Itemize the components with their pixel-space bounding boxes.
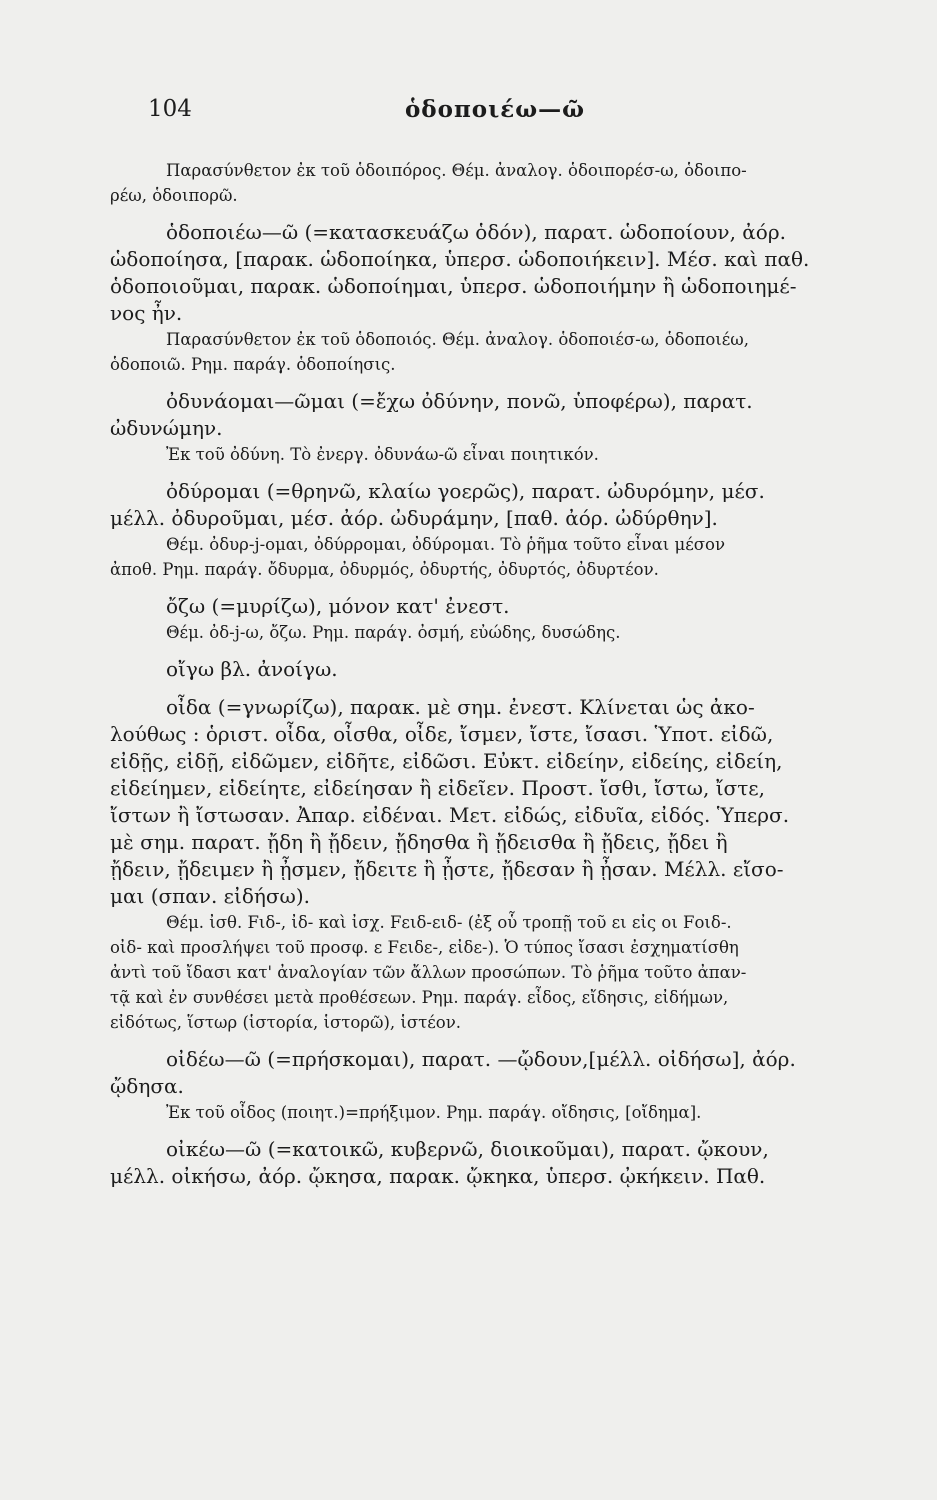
text-line: μαι (σπαν. εἰδήσω).: [110, 884, 311, 908]
text-line: τᾷ καὶ ἐν συνθέσει μετὰ προθέσεων. Ρημ. παράγ. εἶδος, εἴδησις, εἰδήμων,: [110, 988, 729, 1007]
text-line: μὲ σημ. παρατ. ᾔδη ἢ ᾔδειν, ᾔδησθα ἢ ᾔδεισθα ἢ ᾔδεις, ᾔδει ἢ: [110, 830, 728, 854]
entry-spacer: [110, 683, 880, 694]
entry-definition: [110, 656, 880, 683]
text-line: εἰδῇς, εἰδῇ, εἰδῶμεν, εἰδῆτε, εἰδῶσι. Εὐκτ. εἰδείην, εἰδείης, εἰδείη,: [110, 749, 783, 773]
dictionary-entry: [110, 1046, 880, 1136]
text-line: ρέω, ὁδοιπορῶ.: [110, 186, 238, 205]
dictionary-entry: [110, 478, 880, 593]
entry-definition: [110, 694, 880, 910]
text-line: ὀδύρομαι (=θρηνῶ, κλαίω γοερῶς), παρατ. ὠδυρόμην, μέσ.: [166, 479, 765, 503]
text-line: ὁδοποιέω—ῶ (=κατασκευάζω ὁδόν), παρατ. ὡδοποίουν, ἀόρ.: [166, 220, 786, 244]
dictionary-entry: [110, 593, 880, 656]
text-line: Παρασύνθετον ἐκ τοῦ ὁδοιπόρος. Θέμ. ἀναλογ. ὁδοιπορέσ-ω, ὁδοιπο-: [166, 161, 747, 180]
text-line: Ἐκ τοῦ ὀδύνη. Τὸ ἐνεργ. ὀδυνάω-ῶ εἶναι ποιητικόν.: [166, 445, 599, 464]
dictionary-entry: [110, 158, 880, 219]
text-line: Θέμ. ὀδ-j-ω, ὄζω. Ρημ. παράγ. ὀσμή, εὐώδης, δυσώδης.: [166, 623, 621, 642]
text-line: μέλλ. ὀδυροῦμαι, μέσ. ἀόρ. ὠδυράμην, [παθ. ἀόρ. ὠδύρθην].: [110, 506, 718, 530]
text-line: ᾤδησα.: [110, 1074, 184, 1098]
text-line: οἴγω βλ. ἀνοίγω.: [166, 657, 338, 681]
running-title: ὁδοποιέω—ῶ: [404, 96, 586, 123]
text-line: ὀδυνάομαι—ῶμαι (=ἔχω ὀδύνην, πονῶ, ὑποφέρω), παρατ.: [166, 389, 753, 413]
dictionary-entry: [110, 1136, 880, 1201]
text-line: οἰκέω—ῶ (=κατοικῶ, κυβερνῶ, διοικοῦμαι), παρατ. ᾤκουν,: [166, 1137, 769, 1161]
text-line: εἰδείημεν, εἰδείητε, εἰδείησαν ἢ εἰδεῖεν. Προστ. ἴσθι, ἴστω, ἴστε,: [110, 776, 765, 800]
entry-etymology-note: [110, 158, 880, 208]
text-line: ὁδοποιοῦμαι, παρακ. ὡδοποίημαι, ὑπερσ. ὡδοποιήμην ἢ ὡδοποιημέ-: [110, 274, 797, 298]
page-header: [110, 96, 880, 136]
entry-spacer: [110, 208, 880, 219]
entry-spacer: [110, 467, 880, 478]
entry-etymology-note: [110, 327, 880, 377]
text-line: ὁδοποιῶ. Ρημ. παράγ. ὁδοποίησις.: [110, 355, 396, 374]
entry-etymology-note: [110, 910, 880, 1035]
text-line: ὄζω (=μυρίζω), μόνον κατ' ἐνεστ.: [166, 594, 510, 618]
text-line: οἰδέω—ῶ (=πρήσκομαι), παρατ. —ᾤδουν,[μέλλ. οἰδήσω], ἀόρ.: [166, 1047, 796, 1071]
dictionary-entry: [110, 694, 880, 1046]
entry-spacer: [110, 1035, 880, 1046]
text-line: λούθως : ὁριστ. οἶδα, οἶσθα, οἶδε, ἴσμεν, ἴστε, ἴσασι. Ὑποτ. εἰδῶ,: [110, 722, 774, 746]
text-line: Θέμ. ὀδυρ-j-ομαι, ὀδύρρομαι, ὀδύρομαι. Τὸ ῥῆμα τοῦτο εἶναι μέσον: [166, 535, 726, 554]
entry-etymology-note: [110, 620, 880, 645]
text-line: μέλλ. οἰκήσω, ἀόρ. ᾤκησα, παρακ. ᾤκηκα, ὑπερσ. ᾠκήκειν. Παθ.: [110, 1164, 766, 1188]
text-line: ἀποθ. Ρημ. παράγ. ὄδυρμα, ὀδυρμός, ὀδυρτής, ὀδυρτός, ὀδυρτέον.: [110, 560, 659, 579]
entry-spacer: [110, 1125, 880, 1136]
entry-etymology-note: [110, 442, 880, 467]
text-line: νος ἦν.: [110, 301, 183, 325]
text-line: ἴστων ἢ ἴστωσαν. Ἀπαρ. εἰδέναι. Μετ. εἰδώς, εἰδυῖα, εἰδός. Ὑπερσ.: [110, 803, 790, 827]
entry-definition: [110, 1046, 880, 1100]
text-line: Παρασύνθετον ἐκ τοῦ ὁδοποιός. Θέμ. ἀναλογ. ὁδοποιέσ-ω, ὁδοποιέω,: [166, 330, 750, 349]
page-number: 104: [148, 96, 192, 122]
dictionary-body: [110, 158, 880, 1201]
text-line: Ἐκ τοῦ οἶδος (ποιητ.)=πρήξιμον. Ρημ. παράγ. οἴδησις, [οἴδημα].: [166, 1103, 702, 1122]
dictionary-entry: [110, 656, 880, 694]
text-line: οἰδ- καὶ προσλήψει τοῦ προσφ. ε Fειδε-, εἰδε-). Ὁ τύπος ἴσασι ἐσχηματίσθη: [110, 938, 739, 957]
entry-spacer: [110, 645, 880, 656]
text-line: ὠδυνώμην.: [110, 416, 223, 440]
text-line: Θέμ. ἰσθ. Fιδ-, ἰδ- καὶ ἰσχ. Fειδ-ειδ- (ἐξ οὗ τροπῇ τοῦ ει εἰς οι Fοιδ-.: [166, 913, 732, 932]
dictionary-entry: [110, 388, 880, 478]
text-line: ὡδοποίησα, [παρακ. ὡδοποίηκα, ὑπερσ. ὡδοποιήκειν]. Μέσ. καὶ παθ.: [110, 247, 810, 271]
entry-etymology-note: [110, 1100, 880, 1125]
text-line: ἀντὶ τοῦ ἴδασι κατ' ἀναλογίαν τῶν ἄλλων προσώπων. Τὸ ῥῆμα τοῦτο ἀπαν-: [110, 963, 747, 982]
entry-spacer: [110, 582, 880, 593]
dictionary-entry: [110, 219, 880, 388]
entry-definition: [110, 593, 880, 620]
entry-spacer: [110, 1190, 880, 1201]
entry-definition: [110, 388, 880, 442]
entry-definition: [110, 219, 880, 327]
entry-definition: [110, 1136, 880, 1190]
entry-etymology-note: [110, 532, 880, 582]
text-line: οἶδα (=γνωρίζω), παρακ. μὲ σημ. ἐνεστ. Κλίνεται ὡς ἀκο-: [166, 695, 755, 719]
text-line: εἰδότως, ἵστωρ (ἱστορία, ἱστορῶ), ἱστέον.: [110, 1013, 461, 1032]
text-line: ᾔδειν, ᾔδειμεν ἢ ᾖσμεν, ᾔδειτε ἢ ᾖστε, ᾔδεσαν ἢ ᾖσαν. Μέλλ. εἴσο-: [110, 857, 784, 881]
entry-definition: [110, 478, 880, 532]
entry-spacer: [110, 377, 880, 388]
